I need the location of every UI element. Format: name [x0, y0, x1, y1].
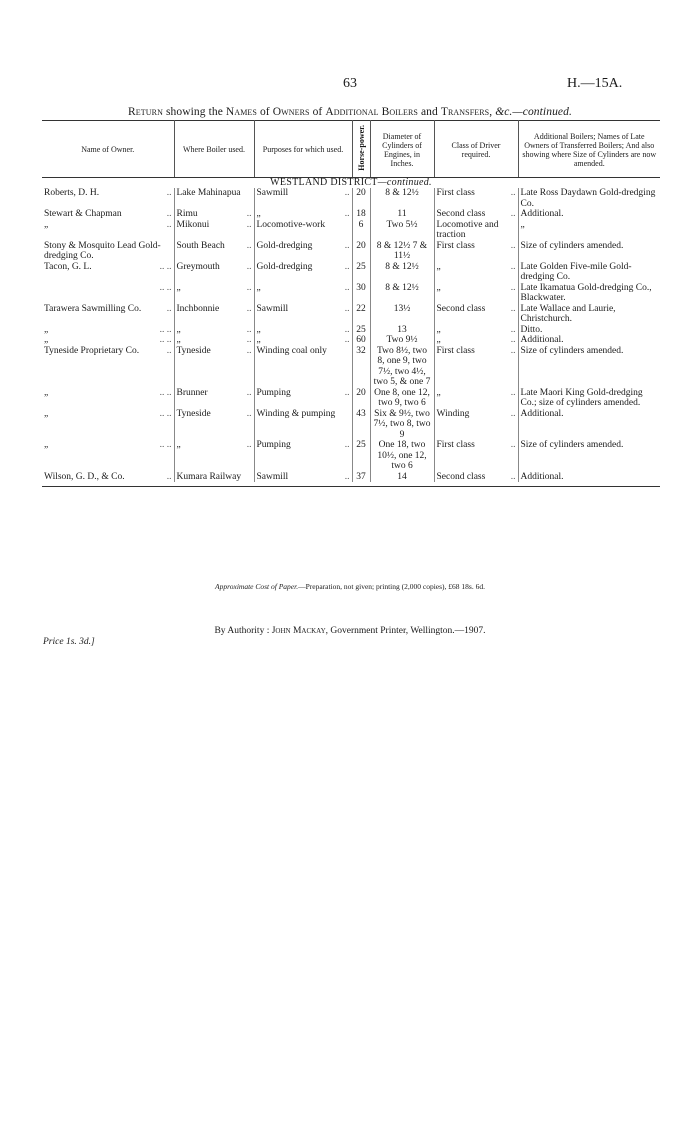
cell-class	[434, 241, 518, 262]
cell-where	[174, 335, 254, 346]
leader-dots: ..	[166, 188, 172, 199]
cell-remarks-text: Size of cylinders amended.	[520, 240, 624, 251]
cell-diameter	[370, 472, 434, 483]
cell-hp-text: 25	[356, 261, 366, 272]
cell-class-text: Locomotive and traction	[436, 219, 499, 241]
cell-hp-text: 18	[356, 209, 366, 220]
leader-dots: .. ..	[159, 387, 172, 398]
leader-dots: ..	[246, 335, 252, 346]
cell-where-text: South Beach	[176, 240, 225, 251]
leader-dots: ..	[246, 387, 252, 398]
column-header-remarks: Additional Boilers; Names of Late Owners of Transferred Boilers; And also showing where Size of Cylinders are now amended.	[518, 121, 660, 178]
cell-where-text: Tyneside	[176, 345, 211, 356]
cell-diameter	[370, 241, 434, 262]
leader-dots: ..	[246, 303, 252, 314]
cell-hp-text: 25	[356, 440, 366, 451]
leader-dots: .. ..	[159, 324, 172, 335]
cell-purpose-text: Winding & pumping	[256, 408, 336, 419]
cell-remarks-text: „	[520, 219, 525, 230]
cell-purpose	[254, 241, 352, 262]
cost-label: Approximate Cost of Paper.	[215, 582, 299, 591]
authority-prefix: By Authority :	[214, 626, 270, 636]
cell-where-text: Brunner	[176, 387, 208, 398]
table-row	[42, 188, 660, 209]
cell-purpose-text: „	[256, 335, 261, 346]
cell-class	[434, 188, 518, 209]
cell-class-text: First class	[436, 188, 475, 199]
title-part: &c.—continued.	[495, 106, 572, 118]
cell-class-text: Second class	[436, 209, 486, 220]
cell-remarks	[518, 472, 660, 483]
cell-hp-text: 20	[356, 387, 366, 398]
cell-class	[434, 472, 518, 483]
leader-dots: ..	[166, 345, 172, 356]
cell-hp	[352, 220, 370, 241]
district-row	[42, 177, 660, 188]
cell-remarks-text: Additional.	[520, 209, 564, 220]
cell-where	[174, 304, 254, 325]
cell-hp	[352, 440, 370, 472]
cell-owner	[42, 325, 174, 336]
cell-owner-text: „	[44, 219, 49, 230]
title-part: and	[417, 106, 441, 118]
cell-diameter	[370, 325, 434, 336]
cell-diameter-text: 8 & 12½	[385, 188, 419, 199]
cell-where-text: Tyneside	[176, 408, 211, 419]
leader-dots: ..	[510, 335, 516, 346]
leader-dots: ..	[166, 303, 172, 314]
cell-remarks	[518, 283, 660, 304]
cell-remarks	[518, 346, 660, 388]
cell-where	[174, 388, 254, 409]
leader-dots: ..	[344, 209, 350, 220]
cell-class-text: Second class	[436, 471, 486, 482]
cell-remarks	[518, 209, 660, 220]
cell-where-text: „	[176, 282, 181, 293]
cell-owner	[42, 283, 174, 304]
leader-dots: ..	[510, 324, 516, 335]
cell-where	[174, 209, 254, 220]
cell-class	[434, 209, 518, 220]
cell-hp	[352, 283, 370, 304]
cell-diameter-text: 13	[397, 324, 407, 335]
cell-owner	[42, 262, 174, 283]
cell-purpose	[254, 220, 352, 241]
cell-class	[434, 304, 518, 325]
cell-hp-text: 22	[356, 303, 366, 314]
cell-remarks-text: Late Maori King Gold-dredging Co.; size of cylinders amended.	[520, 387, 643, 409]
cell-purpose-text: Sawmill	[256, 471, 289, 482]
cell-diameter-text: Two 8½, two 8, one 9, two 7½, two 4½, two 5, & one 7	[373, 345, 431, 388]
leader-dots: ..	[246, 261, 252, 272]
cell-diameter	[370, 346, 434, 388]
cell-hp	[352, 346, 370, 388]
table-row	[42, 335, 660, 346]
cell-remarks-text: Late Wallace and Laurie, Christchurch.	[520, 303, 616, 325]
cell-class-text: „	[436, 282, 441, 293]
cell-hp	[352, 409, 370, 441]
column-header-where: Where Boiler used.	[174, 121, 254, 178]
cell-where-text: Inchbonnie	[176, 303, 220, 314]
cell-purpose	[254, 472, 352, 483]
cell-hp	[352, 325, 370, 336]
cell-diameter-text: Two 9½	[386, 335, 418, 346]
cell-diameter	[370, 304, 434, 325]
cell-purpose-text: Pumping	[256, 440, 291, 451]
leader-dots: ..	[344, 471, 350, 482]
cell-remarks-text: Ditto.	[520, 324, 543, 335]
cell-class-text: First class	[436, 240, 475, 251]
cell-owner	[42, 440, 174, 472]
cell-purpose	[254, 346, 352, 388]
cell-remarks	[518, 188, 660, 209]
cell-remarks-text: Size of cylinders amended.	[520, 345, 624, 356]
leader-dots: .. ..	[159, 408, 172, 419]
cell-remarks-text: Late Ikamatua Gold-dredging Co., Blackwater.	[520, 282, 652, 304]
leader-dots: ..	[344, 303, 350, 314]
cell-where	[174, 440, 254, 472]
document-reference: H.—15A.	[567, 76, 623, 91]
cell-class	[434, 283, 518, 304]
cell-where-text: Kumara Railway	[176, 471, 242, 482]
cell-hp-text: 30	[356, 282, 366, 293]
cell-purpose	[254, 409, 352, 441]
cell-owner-text: „	[44, 387, 49, 398]
column-header-owner: Name of Owner.	[42, 121, 174, 178]
leader-dots: ..	[510, 188, 516, 199]
column-header-diameter: Diameter of Cylinders of Engines, in Inches.	[370, 121, 434, 178]
leader-dots: ..	[166, 219, 172, 230]
cell-class-text: First class	[436, 440, 475, 451]
cell-class	[434, 325, 518, 336]
title-part: Additional Boilers	[325, 106, 418, 118]
leader-dots: ..	[246, 345, 252, 356]
cell-owner-text: „	[44, 324, 49, 335]
cell-owner	[42, 335, 174, 346]
price-note: Price 1s. 3d.]	[43, 637, 95, 647]
cell-hp	[352, 241, 370, 262]
leader-dots: ..	[246, 440, 252, 451]
leader-dots: ..	[510, 345, 516, 356]
cell-owner-text: Tyneside Proprietary Co.	[44, 345, 140, 356]
cell-class	[434, 262, 518, 283]
leader-dots: ..	[166, 209, 172, 220]
column-header-class: Class of Driver required.	[434, 121, 518, 178]
cell-remarks-text: Late Ross Daydawn Gold-dredging Co.	[520, 188, 656, 209]
title-part: Transfers	[440, 106, 490, 118]
cell-class-text: „	[436, 387, 441, 398]
cell-hp-text: 20	[356, 188, 366, 199]
cell-diameter-text: Two 5½	[386, 219, 418, 230]
cell-where-text: „	[176, 440, 181, 451]
cell-diameter-text: 11	[397, 209, 407, 220]
cell-diameter-text: 14	[397, 471, 407, 482]
table-row	[42, 472, 660, 483]
cell-purpose	[254, 388, 352, 409]
cell-remarks	[518, 262, 660, 283]
cell-class-text: „	[436, 324, 441, 335]
leader-dots: ..	[344, 261, 350, 272]
cell-where-text: Rimu	[176, 209, 198, 220]
cell-hp-text: 25	[356, 324, 366, 335]
cell-purpose	[254, 325, 352, 336]
table-row	[42, 220, 660, 241]
cell-where	[174, 241, 254, 262]
cell-hp-text: 20	[356, 240, 366, 251]
cell-purpose	[254, 335, 352, 346]
leader-dots: ..	[166, 471, 172, 482]
cell-purpose	[254, 188, 352, 209]
authority-suffix: , Government Printer, Wellington.—1907.	[325, 626, 486, 636]
title-part: Return	[128, 106, 163, 118]
cell-class	[434, 346, 518, 388]
leader-dots: ..	[344, 440, 350, 451]
cell-where	[174, 325, 254, 336]
cell-owner-text: „	[44, 440, 49, 451]
cell-purpose-text: „	[256, 282, 261, 293]
table-row	[42, 409, 660, 441]
leader-dots: ..	[510, 408, 516, 419]
leader-dots: ..	[344, 188, 350, 199]
cell-remarks	[518, 304, 660, 325]
cell-hp	[352, 388, 370, 409]
cell-where	[174, 220, 254, 241]
authority-printer: John Mackay	[271, 626, 326, 636]
cell-owner	[42, 346, 174, 388]
district-heading	[42, 177, 660, 188]
leader-dots: ..	[246, 240, 252, 251]
cell-diameter	[370, 220, 434, 241]
cell-diameter	[370, 188, 434, 209]
cell-purpose	[254, 283, 352, 304]
cell-diameter	[370, 283, 434, 304]
cell-where-text: Mikonui	[176, 219, 210, 230]
cost-text: —Preparation, not given; printing (2,000 copies), £68 18s. 6d.	[298, 582, 485, 591]
cell-hp-text: 60	[356, 335, 366, 346]
table-header-row	[42, 121, 660, 178]
hp-header-label: Horse-power.	[356, 125, 366, 171]
cell-where-text: „	[176, 324, 181, 335]
cell-class-text: „	[436, 261, 441, 272]
cell-class-text: „	[436, 335, 441, 346]
cell-purpose-text: Gold-dredging	[256, 240, 313, 251]
table-row	[42, 440, 660, 472]
cell-where	[174, 188, 254, 209]
leader-dots: ..	[510, 303, 516, 314]
title-part: ,	[489, 106, 496, 118]
cell-purpose	[254, 262, 352, 283]
table-row	[42, 209, 660, 220]
leader-dots: ..	[344, 387, 350, 398]
cell-remarks-text: Size of cylinders amended.	[520, 440, 624, 451]
cell-class	[434, 409, 518, 441]
cell-where-text: „	[176, 335, 181, 346]
cell-purpose	[254, 440, 352, 472]
cell-diameter	[370, 209, 434, 220]
cell-owner-text: Tacon, G. L.	[44, 261, 92, 272]
cell-where	[174, 262, 254, 283]
cell-purpose	[254, 209, 352, 220]
cell-where	[174, 409, 254, 441]
cell-where-text: Greymouth	[176, 261, 220, 272]
cell-purpose-text: Sawmill	[256, 188, 289, 199]
title-part: Owners	[272, 106, 310, 118]
title-part: of	[256, 106, 273, 118]
cell-hp-text: 6	[358, 219, 364, 230]
cell-purpose-text: „	[256, 324, 261, 335]
leader-dots: .. ..	[159, 282, 172, 293]
title-part: showing the	[162, 106, 226, 118]
page-title	[0, 106, 700, 118]
cell-diameter	[370, 262, 434, 283]
cell-owner-text: Wilson, G. D., & Co.	[44, 471, 125, 482]
leader-dots: ..	[510, 209, 516, 220]
leader-dots: ..	[344, 282, 350, 293]
cell-where	[174, 346, 254, 388]
cell-hp	[352, 209, 370, 220]
leader-dots: ..	[510, 440, 516, 451]
cell-hp	[352, 335, 370, 346]
cell-purpose-text: Sawmill	[256, 303, 289, 314]
cell-hp	[352, 262, 370, 283]
cell-where	[174, 283, 254, 304]
cell-diameter-text: 8 & 12½ 7 & 11½	[376, 240, 428, 262]
leader-dots: ..	[246, 324, 252, 335]
authority-line	[0, 626, 700, 636]
leader-dots: ..	[246, 282, 252, 293]
cell-remarks-text: Late Golden Five-mile Gold-dredging Co.	[520, 261, 632, 283]
cell-where-text: Lake Mahinapua	[176, 188, 241, 199]
page-number: 63	[343, 76, 357, 91]
cell-owner	[42, 388, 174, 409]
table-row	[42, 346, 660, 388]
leader-dots: .. ..	[159, 335, 172, 346]
cell-hp-text: 32	[356, 345, 366, 356]
district-suffix: —continued.	[377, 176, 432, 188]
cell-owner-text: „	[44, 335, 49, 346]
cell-owner	[42, 241, 174, 262]
cell-purpose-text: Pumping	[256, 387, 291, 398]
cell-purpose-text: Gold-dredging	[256, 261, 313, 272]
cell-owner-text: Stony & Mosquito Lead Gold-dredging Co.	[44, 240, 161, 262]
cell-class	[434, 335, 518, 346]
cell-owner	[42, 472, 174, 483]
cell-remarks-text: Additional.	[520, 408, 564, 419]
cell-class	[434, 388, 518, 409]
cell-hp	[352, 304, 370, 325]
cell-remarks	[518, 220, 660, 241]
title-part: Names	[225, 106, 257, 118]
cell-owner	[42, 209, 174, 220]
cell-remarks-text: Additional.	[520, 471, 564, 482]
boilers-table	[42, 120, 660, 487]
cell-owner	[42, 409, 174, 441]
cell-owner-text: „	[44, 408, 49, 419]
leader-dots: ..	[344, 335, 350, 346]
cell-owner-text: Roberts, D. H.	[44, 188, 100, 199]
cell-diameter	[370, 440, 434, 472]
cell-class	[434, 440, 518, 472]
cell-remarks	[518, 440, 660, 472]
leader-dots: ..	[510, 471, 516, 482]
cell-class	[434, 220, 518, 241]
cost-note	[0, 582, 700, 591]
leader-dots: ..	[510, 240, 516, 251]
leader-dots: ..	[246, 219, 252, 230]
cell-remarks	[518, 325, 660, 336]
cell-hp	[352, 188, 370, 209]
cell-where	[174, 472, 254, 483]
cell-remarks	[518, 241, 660, 262]
leader-dots: ..	[344, 240, 350, 251]
cell-diameter	[370, 409, 434, 441]
cell-diameter-text: Six & 9½, two 7½, two 8, two 9	[373, 408, 431, 440]
table-row	[42, 325, 660, 336]
leader-dots: ..	[510, 261, 516, 272]
cell-diameter-text: 8 & 12½	[385, 261, 419, 272]
cell-remarks	[518, 409, 660, 441]
cell-owner	[42, 220, 174, 241]
leader-dots: ..	[344, 324, 350, 335]
table-row	[42, 388, 660, 409]
cell-diameter	[370, 335, 434, 346]
table-row	[42, 262, 660, 283]
leader-dots: .. ..	[159, 261, 172, 272]
cell-owner	[42, 304, 174, 325]
cell-remarks	[518, 335, 660, 346]
table-end-cell	[42, 482, 660, 487]
cell-diameter-text: 8 & 12½	[385, 282, 419, 293]
cell-remarks	[518, 388, 660, 409]
leader-dots: .. ..	[159, 440, 172, 451]
cell-diameter-text: 13½	[393, 303, 411, 314]
district-name: WESTLAND DISTRICT	[270, 176, 378, 188]
cell-purpose	[254, 304, 352, 325]
table-row	[42, 304, 660, 325]
cell-purpose-text: Winding coal only	[256, 345, 327, 356]
column-header-hp	[352, 121, 370, 178]
column-header-purpose: Purposes for which used.	[254, 121, 352, 178]
leader-dots: ..	[510, 282, 516, 293]
cell-purpose-text: „	[256, 209, 261, 220]
leader-dots: ..	[246, 408, 252, 419]
table-end-rule	[42, 482, 660, 487]
cell-owner	[42, 188, 174, 209]
cell-purpose-text: Locomotive-work	[256, 219, 326, 230]
title-part: of	[309, 106, 326, 118]
cell-diameter	[370, 388, 434, 409]
cell-class-text: Winding	[436, 408, 470, 419]
cell-owner-text: Tarawera Sawmilling Co.	[44, 303, 142, 314]
cell-diameter-text: One 18, two 10½, one 12, two 6	[377, 440, 427, 472]
table-row	[42, 283, 660, 304]
cell-diameter-text: One 8, one 12, two 9, two 6	[374, 387, 430, 409]
leader-dots: ..	[246, 209, 252, 220]
cell-hp	[352, 472, 370, 483]
cell-remarks-text: Additional.	[520, 335, 564, 346]
cell-owner-text: Stewart & Chapman	[44, 209, 122, 220]
cell-hp-text: 43	[356, 408, 366, 419]
leader-dots: ..	[510, 387, 516, 398]
cell-hp-text: 37	[356, 471, 366, 482]
cell-class-text: First class	[436, 345, 475, 356]
cell-class-text: Second class	[436, 303, 486, 314]
table-row	[42, 241, 660, 262]
